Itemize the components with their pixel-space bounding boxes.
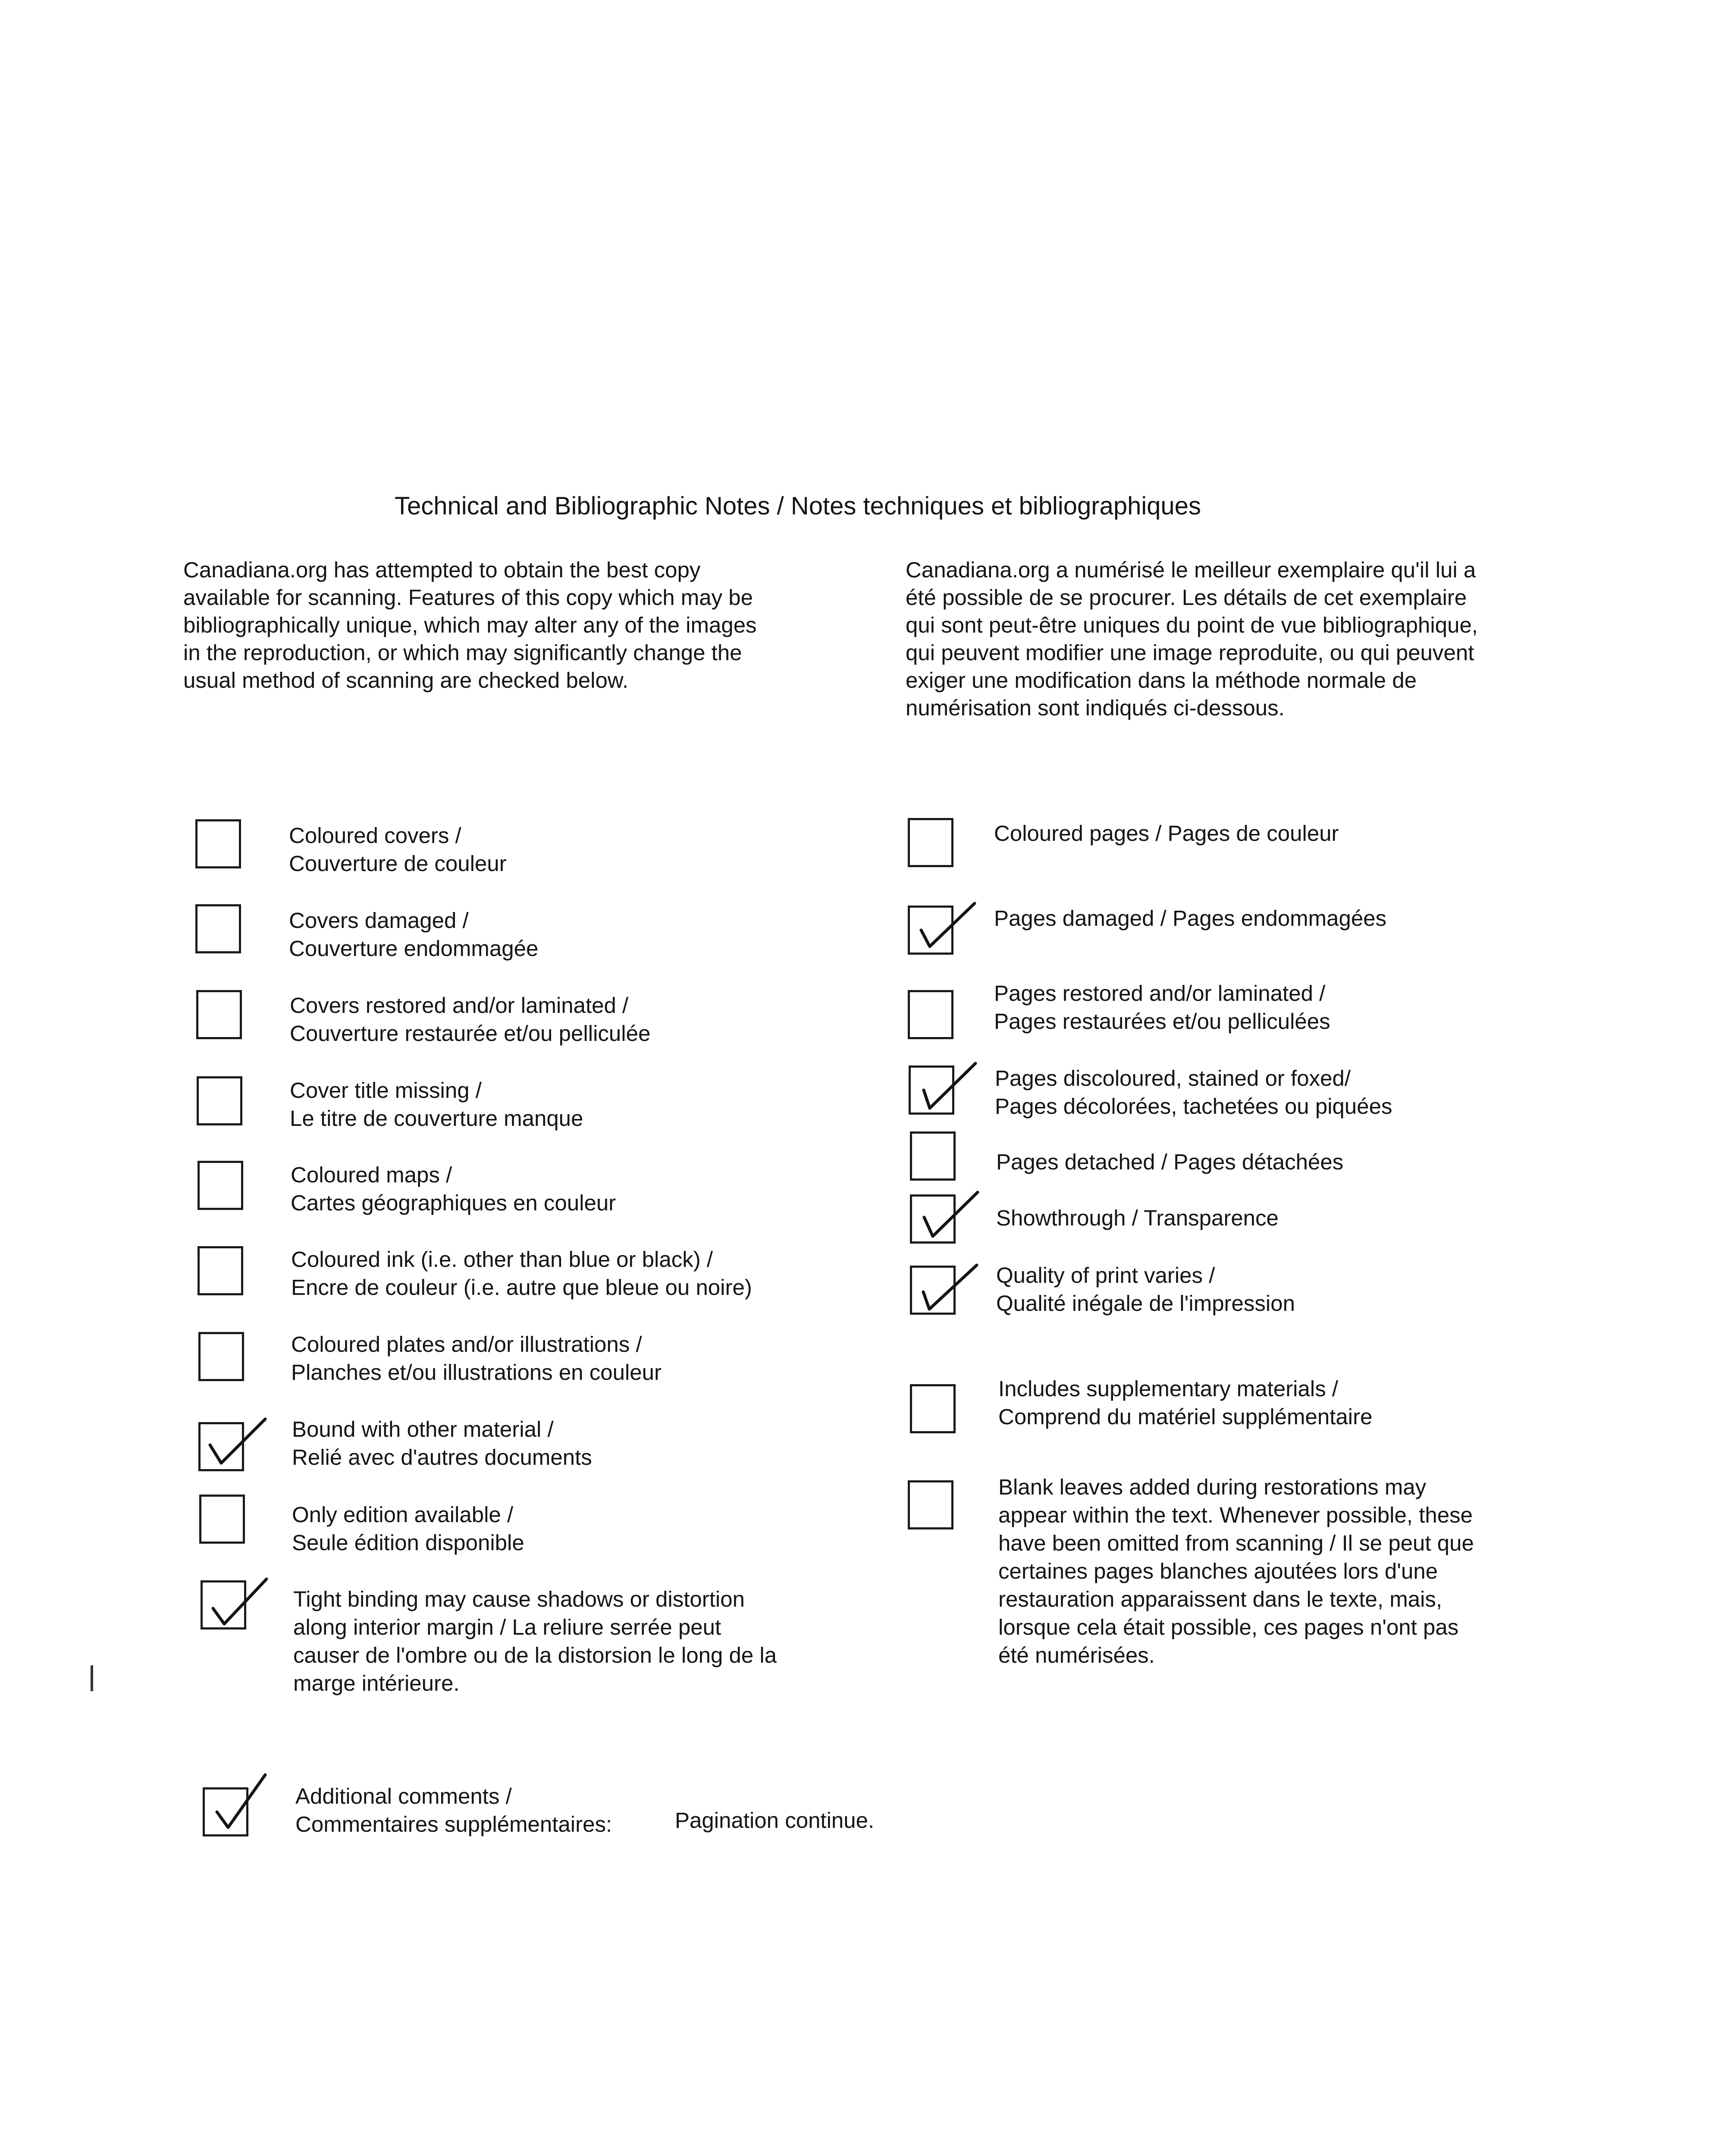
checkbox-only-edition[interactable] bbox=[199, 1495, 245, 1544]
checkbox-additional-comments[interactable] bbox=[203, 1787, 248, 1836]
label-pages-restored: Pages restored and/or laminated / Pages restaurées et/ou pelliculées bbox=[994, 981, 1330, 1034]
label-only-edition: Only edition available / Seule édition disponible bbox=[292, 1502, 524, 1555]
label-covers-damaged: Covers damaged / Couverture endommagée bbox=[289, 908, 539, 961]
label-bound-with-other: Bound with other material / Relié avec d'autres documents bbox=[292, 1417, 592, 1470]
checkmark-icon bbox=[912, 1179, 985, 1244]
label-tight-binding: Tight binding may cause shadows or distortion along interior margin / La reliure serrée peut causer de l'ombre ou de la distorsion le long de la marge intérieure. bbox=[293, 1587, 777, 1695]
checkbox-quality-print[interactable] bbox=[910, 1266, 956, 1315]
checkmark-icon bbox=[205, 1772, 278, 1837]
checkbox-tight-binding[interactable] bbox=[201, 1580, 246, 1630]
checkbox-cover-title-missing[interactable] bbox=[197, 1076, 242, 1125]
label-quality-print: Quality of print varies / Qualité inégale de l'impression bbox=[996, 1263, 1295, 1316]
intro-french: Canadiana.org a numérisé le meilleur exemplaire qu'il lui a été possible de se procurer. Les détails de cet exemplaire qui sont peut-être uniques du point de vue bibliographique, qui peuvent modifier une image reproduite, ou qui peuvent exiger une modification dans la méthode normale de numérisation sont indiqués ci-dessous. bbox=[906, 558, 1478, 720]
checkbox-coloured-maps[interactable] bbox=[198, 1161, 243, 1210]
label-blank-leaves: Blank leaves added during restorations may appear within the text. Whenever possible, these have been omitted from scanning / Il se peut que certaines pages blanches ajoutées lors d'une restauration apparaissent dans le texte, mais, lorsque cela était possible, ces pages n'ont pas été numérisées. bbox=[998, 1475, 1474, 1667]
checkmark-icon bbox=[203, 1565, 276, 1630]
label-supplementary-materials: Includes supplementary materials / Comprend du matériel supplémentaire bbox=[998, 1376, 1373, 1429]
page-title: Technical and Bibliographic Notes / Notes techniques et bibliographiques bbox=[395, 492, 1201, 520]
additional-comment-text: Pagination continue. bbox=[675, 1808, 875, 1833]
label-coloured-pages: Coloured pages / Pages de couleur bbox=[994, 821, 1339, 846]
intro-english: Canadiana.org has attempted to obtain the best copy available for scanning. Features of this copy which may be bibliographically unique, which may alter any of the images in the reproduction, or which may significantly change the usual method of scanning are checked below. bbox=[183, 558, 757, 693]
checkmark-icon bbox=[912, 1250, 985, 1315]
checkbox-supplementary-materials[interactable] bbox=[910, 1384, 956, 1433]
label-coloured-maps: Coloured maps / Cartes géographiques en couleur bbox=[291, 1163, 616, 1215]
label-pages-damaged: Pages damaged / Pages endommagées bbox=[994, 906, 1387, 931]
checkbox-pages-restored[interactable] bbox=[908, 990, 953, 1039]
checkbox-coloured-plates[interactable] bbox=[198, 1332, 244, 1381]
label-coloured-plates: Coloured plates and/or illustrations / Planches et/ou illustrations en couleur bbox=[291, 1332, 662, 1385]
scan-speck bbox=[91, 1665, 93, 1691]
label-cover-title-missing: Cover title missing / Le titre de couverture manque bbox=[290, 1078, 583, 1131]
checkbox-showthrough[interactable] bbox=[910, 1194, 956, 1244]
label-covers-restored: Covers restored and/or laminated / Couverture restaurée et/ou pelliculée bbox=[290, 993, 651, 1046]
checkbox-coloured-covers[interactable] bbox=[195, 819, 241, 868]
checkbox-pages-detached[interactable] bbox=[910, 1131, 956, 1181]
checkbox-pages-damaged[interactable] bbox=[908, 906, 953, 955]
checkbox-covers-damaged[interactable] bbox=[195, 904, 241, 953]
checkbox-blank-leaves[interactable] bbox=[908, 1480, 953, 1529]
label-pages-discoloured: Pages discoloured, stained or foxed/ Pages décolorées, tachetées ou piquées bbox=[995, 1066, 1392, 1119]
checkbox-coloured-pages[interactable] bbox=[908, 818, 953, 867]
checkmark-icon bbox=[910, 890, 983, 955]
label-pages-detached: Pages detached / Pages détachées bbox=[996, 1150, 1344, 1174]
checkmark-icon bbox=[201, 1407, 274, 1472]
label-coloured-ink: Coloured ink (i.e. other than blue or black) / Encre de couleur (i.e. autre que bleue ou noire) bbox=[291, 1247, 752, 1300]
checkmark-icon bbox=[911, 1050, 984, 1115]
checkbox-coloured-ink[interactable] bbox=[198, 1246, 243, 1295]
label-additional-comments: Additional comments / Commentaires supplémentaires: bbox=[295, 1784, 612, 1836]
label-showthrough: Showthrough / Transparence bbox=[996, 1206, 1279, 1230]
checkbox-pages-discoloured[interactable] bbox=[909, 1065, 954, 1115]
checkbox-covers-restored[interactable] bbox=[196, 990, 242, 1039]
label-coloured-covers: Coloured covers / Couverture de couleur bbox=[289, 823, 507, 876]
checkbox-bound-with-other[interactable] bbox=[198, 1422, 244, 1471]
